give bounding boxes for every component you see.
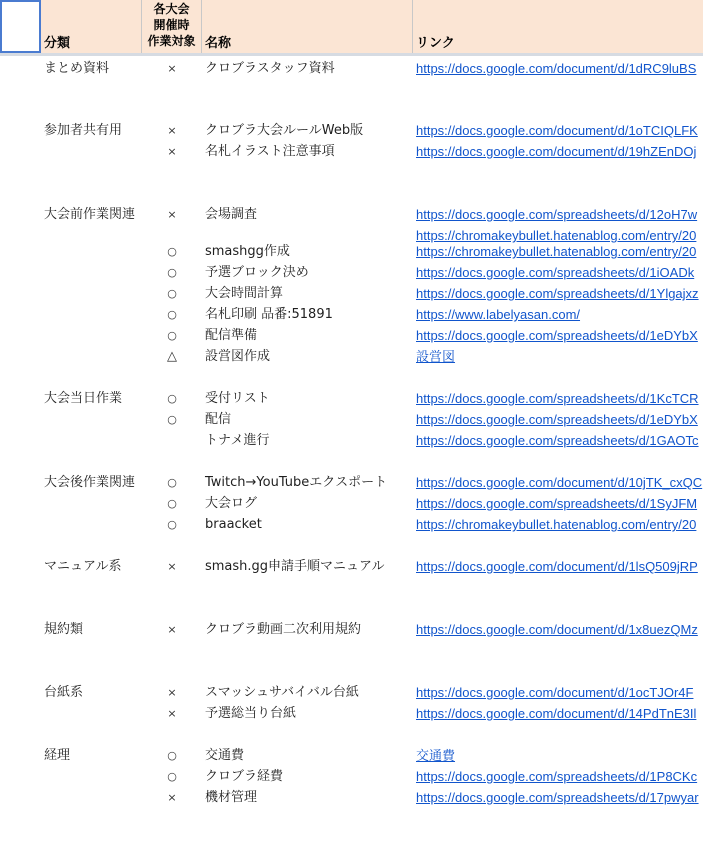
cell-name[interactable]: 機材管理 — [205, 790, 258, 805]
header-category-label: 分類 — [44, 36, 71, 51]
cell-link[interactable]: https://docs.google.com/spreadsheets/d/1iOADk — [416, 265, 695, 280]
cell-link[interactable]: https://docs.google.com/document/d/1ocTJOr4F — [416, 685, 694, 700]
header-target-line2: 開催時 — [153, 18, 190, 32]
cell-name[interactable]: braacket — [205, 517, 262, 532]
table-row — [0, 515, 703, 535]
table-row — [0, 389, 703, 409]
cell-target-mark[interactable]: × — [167, 62, 177, 75]
cell-name[interactable]: スマッシュサバイバル台紙 — [205, 685, 359, 700]
cell-name[interactable]: 大会ログ — [205, 496, 258, 511]
cell-link[interactable]: https://docs.google.com/spreadsheets/d/17pwyar — [416, 790, 699, 805]
cell-link[interactable]: https://docs.google.com/document/d/1x8uezQMz — [416, 622, 698, 637]
cell-target-mark[interactable]: ○ — [167, 245, 177, 258]
table-row — [0, 142, 703, 162]
table-row — [0, 557, 703, 577]
cell-link[interactable]: https://docs.google.com/document/d/1dRC9luBS — [416, 61, 697, 76]
cell-category[interactable]: 大会前作業関連 — [44, 207, 136, 222]
header-name-label: 名称 — [205, 36, 232, 51]
cell-target-mark[interactable]: ○ — [167, 329, 177, 342]
cell-link[interactable]: https://docs.google.com/document/d/1oTCIQLFK — [416, 123, 698, 138]
table-row — [0, 347, 703, 367]
cell-name[interactable]: smashgg作成 — [205, 244, 290, 259]
cell-name[interactable]: トナメ進行 — [205, 433, 270, 448]
table-row — [0, 788, 703, 808]
cell-link[interactable]: https://docs.google.com/spreadsheets/d/1P8CKc — [416, 769, 698, 784]
cell-link[interactable]: https://docs.google.com/spreadsheets/d/1eDYbX — [416, 328, 698, 343]
cell-name[interactable]: 配信 — [205, 412, 232, 427]
cell-target-mark[interactable]: × — [167, 707, 177, 720]
cell-link[interactable]: 設営図 — [416, 349, 456, 364]
cell-name[interactable]: 大会時間計算 — [205, 286, 284, 301]
cell-target-mark[interactable]: × — [167, 124, 177, 137]
table-row — [0, 121, 703, 141]
select-all-corner[interactable] — [0, 0, 41, 53]
table-row — [0, 767, 703, 787]
cell-target-mark[interactable]: ○ — [167, 392, 177, 405]
cell-name[interactable]: 名札印刷 品番:51891 — [205, 307, 333, 322]
cell-category[interactable]: 経理 — [44, 748, 71, 763]
cell-link[interactable]: https://chromakeybullet.hatenablog.com/entry/20 — [416, 228, 697, 243]
cell-target-mark[interactable]: × — [167, 791, 177, 804]
cell-target-mark[interactable]: × — [167, 208, 177, 221]
cell-target-mark[interactable]: ○ — [167, 266, 177, 279]
cell-target-mark[interactable]: ○ — [167, 497, 177, 510]
cell-link[interactable]: https://docs.google.com/spreadsheets/d/1SyJFM — [416, 496, 698, 511]
table-row — [0, 305, 703, 325]
cell-link[interactable]: https://docs.google.com/spreadsheets/d/1KcTCR — [416, 391, 699, 406]
cell-name[interactable]: 会場調査 — [205, 207, 258, 222]
cell-category[interactable]: まとめ資料 — [44, 61, 110, 76]
header-target-line1: 各大会 — [153, 2, 190, 16]
header-target-label — [142, 1, 201, 49]
cell-link[interactable]: https://docs.google.com/document/d/1lsQ509jRP — [416, 559, 698, 574]
cell-link[interactable]: https://chromakeybullet.hatenablog.com/entry/20 — [416, 244, 697, 259]
cell-link[interactable]: https://chromakeybullet.hatenablog.com/entry/20 — [416, 517, 697, 532]
table-row — [0, 704, 703, 724]
table-row — [0, 620, 703, 640]
table-row — [0, 205, 703, 225]
cell-name[interactable]: smash.gg申請手順マニュアル — [205, 559, 385, 574]
cell-link[interactable]: https://www.labelyasan.com/ — [416, 307, 581, 322]
header-category[interactable] — [41, 0, 142, 53]
cell-category[interactable]: 台紙系 — [44, 685, 84, 700]
cell-link[interactable]: 交通費 — [416, 748, 456, 763]
table-row — [0, 431, 703, 451]
table-row — [0, 410, 703, 430]
cell-name[interactable]: 交通費 — [205, 748, 245, 763]
header-link[interactable] — [413, 0, 703, 53]
cell-name[interactable]: 受付リスト — [205, 391, 270, 406]
cell-name[interactable]: クロブラ動画二次利用規約 — [205, 622, 362, 637]
cell-name[interactable]: 配信準備 — [205, 328, 258, 343]
table-row — [0, 59, 703, 79]
header-target-line3: 作業対象 — [147, 34, 196, 48]
cell-target-mark[interactable]: ○ — [167, 518, 177, 531]
cell-target-mark[interactable]: ○ — [167, 287, 177, 300]
header-link-label: リンク — [416, 36, 455, 51]
table-row — [0, 473, 703, 493]
cell-target-mark[interactable]: ○ — [167, 308, 177, 321]
table-row — [0, 242, 703, 262]
cell-category[interactable]: 大会当日作業 — [44, 391, 123, 406]
cell-name[interactable]: 設営図作成 — [205, 349, 271, 364]
cell-target-mark[interactable]: × — [167, 145, 177, 158]
cell-link[interactable]: https://docs.google.com/document/d/19hZEnDOj — [416, 144, 697, 159]
table-row — [0, 263, 703, 283]
cell-target-mark[interactable]: ○ — [167, 476, 177, 489]
cell-target-mark[interactable]: × — [167, 686, 177, 699]
cell-link[interactable]: https://docs.google.com/spreadsheets/d/1Ylgajxz — [416, 286, 699, 301]
cell-link[interactable]: https://docs.google.com/document/d/14PdTnE3Il — [416, 706, 697, 721]
cell-target-mark[interactable]: ○ — [167, 749, 177, 762]
cell-name[interactable]: クロブラ経費 — [205, 769, 284, 784]
cell-name[interactable]: Twitch→YouTubeエクスポート — [205, 475, 388, 490]
cell-link[interactable]: https://docs.google.com/spreadsheets/d/12oH7w — [416, 207, 698, 222]
header-name[interactable] — [202, 0, 413, 53]
table-row — [0, 326, 703, 346]
cell-target-mark[interactable]: △ — [167, 349, 177, 364]
table-row — [0, 746, 703, 766]
table-row — [0, 494, 703, 514]
cell-target-mark[interactable]: ○ — [167, 770, 177, 783]
header-divider — [0, 53, 703, 56]
cell-target-mark[interactable]: ○ — [167, 413, 177, 426]
cell-target-mark[interactable]: × — [167, 623, 177, 636]
cell-link[interactable]: https://docs.google.com/spreadsheets/d/1eDYbX — [416, 412, 698, 427]
cell-category[interactable]: 規約類 — [44, 622, 84, 637]
table-row — [0, 683, 703, 703]
cell-name[interactable]: 名札イラスト注意事項 — [205, 144, 335, 159]
cell-category[interactable]: 参加者共有用 — [44, 123, 123, 138]
cell-link[interactable]: https://docs.google.com/document/d/10jTK_cxQC — [416, 475, 703, 490]
cell-category[interactable]: マニュアル系 — [44, 559, 122, 574]
cell-name[interactable]: クロブラ大会ルールWeb版 — [205, 123, 364, 138]
cell-name[interactable]: 予選総当り台紙 — [205, 706, 297, 721]
cell-link[interactable]: https://docs.google.com/spreadsheets/d/1GAOTc — [416, 433, 699, 448]
cell-target-mark[interactable]: × — [167, 560, 177, 573]
cell-name[interactable]: クロブラスタッフ資料 — [205, 61, 335, 76]
header-target[interactable] — [142, 0, 202, 53]
table-row — [0, 284, 703, 304]
cell-name[interactable]: 予選ブロック決め — [205, 265, 309, 280]
cell-category[interactable]: 大会後作業関連 — [44, 475, 136, 490]
